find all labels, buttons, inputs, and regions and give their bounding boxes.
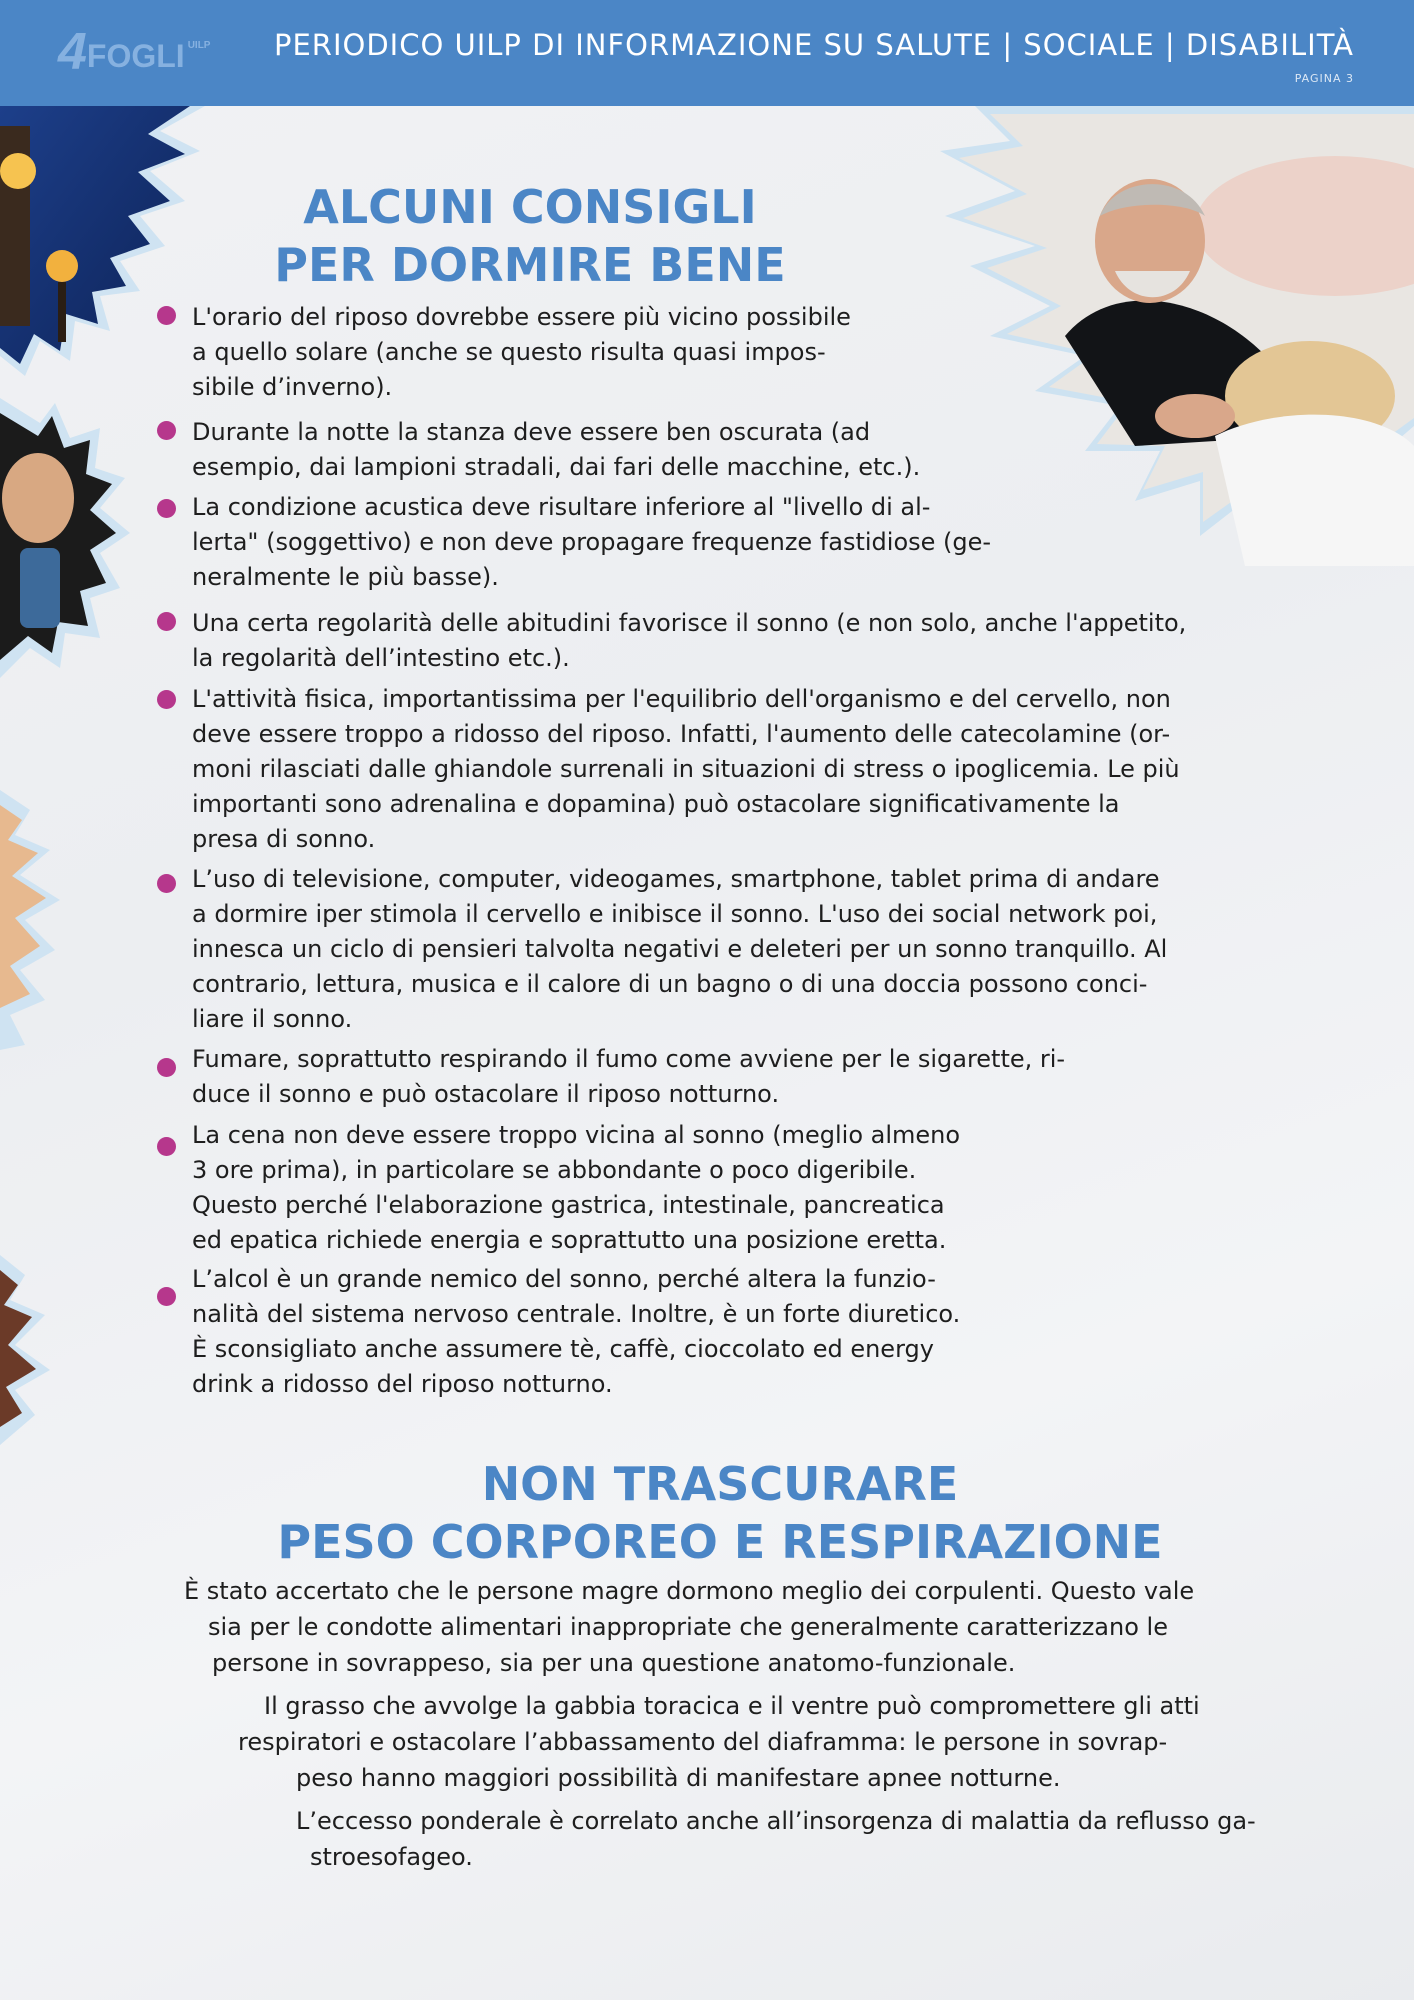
paragraph-line: sia per le condotte alimentari inappropriate che generalmente caratterizzano le — [208, 1613, 1168, 1641]
logo-tag: UILP — [187, 40, 211, 51]
paragraph-line: L’eccesso ponderale è correlato anche all’insorgenza di malattia da reflusso ga- — [296, 1807, 1256, 1835]
logo — [58, 23, 211, 81]
list-item — [192, 606, 1186, 676]
bullet-dot — [157, 1287, 176, 1306]
section-title-sleep — [250, 178, 810, 294]
list-item-line: innesca un ciclo di pensieri talvolta negativi e deleteri per un sonno tranquillo. Al — [192, 935, 1168, 963]
list-item — [192, 862, 1167, 1037]
header-bar — [0, 0, 1414, 106]
section-title-sleep-line2: PER DORMIRE BENE — [274, 238, 786, 292]
logo-number: 4 — [58, 23, 87, 81]
side-photo-fragment — [0, 790, 70, 1050]
list-item — [192, 682, 1180, 857]
bullet-dot — [157, 499, 176, 518]
bullet-dot — [157, 1058, 176, 1077]
section-title-weight-line1: NON TRASCURARE — [481, 1457, 959, 1511]
list-item-line: Durante la notte la stanza deve essere ben oscurata (ad — [192, 418, 871, 446]
list-item-line: esempio, dai lampioni stradali, dai fari delle macchine, etc.). — [192, 453, 921, 481]
list-item-line: Una certa regolarità delle abitudini favorisce il sonno (e non solo, anche l'appetito, — [192, 609, 1187, 637]
list-item — [192, 1262, 960, 1402]
publication-title: PERIODICO UILP DI INFORMAZIONE SU SALUTE | SOCIALE | DISABILITÀ — [273, 28, 1354, 62]
section-title-weight-line2: PESO CORPOREO E RESPIRAZIONE — [277, 1515, 1163, 1569]
list-item-line: La condizione acustica deve risultare inferiore al "livello di al- — [192, 493, 931, 521]
list-item — [192, 1042, 1065, 1112]
paragraph-line: Il grasso che avvolge la gabbia toracica e il ventre può compromettere gli atti — [264, 1692, 1200, 1720]
section-title-weight — [200, 1455, 1240, 1571]
list-item-line: 3 ore prima), in particolare se abbondante o poco digeribile. — [192, 1156, 917, 1184]
paragraph-line: È stato accertato che le persone magre dormono meglio dei corpulenti. Questo vale — [184, 1577, 1195, 1605]
list-item-line: L’uso di televisione, computer, videogames, smartphone, tablet prima di andare — [192, 865, 1160, 893]
list-item — [192, 300, 851, 405]
bullet-dot — [157, 874, 176, 893]
list-item — [192, 490, 991, 595]
list-item-line: lerta" (soggettivo) e non deve propagare frequenze fastidiose (ge- — [192, 528, 992, 556]
list-item-line: sibile d’inverno). — [192, 373, 393, 401]
bullet-dot — [157, 421, 176, 440]
list-item-line: La cena non deve essere troppo vicina al sonno (meglio almeno — [192, 1121, 961, 1149]
list-item-line: importanti sono adrenalina e dopamina) può ostacolare significativamente la — [192, 790, 1120, 818]
list-item-line: L'attività fisica, importantissima per l'equilibrio dell'organismo e del cervello, non — [192, 685, 1171, 713]
paragraph-line: stroesofageo. — [310, 1843, 473, 1871]
bullet-dot — [157, 1137, 176, 1156]
list-item — [192, 415, 920, 485]
list-item-line: duce il sonno e può ostacolare il riposo notturno. — [192, 1080, 780, 1108]
list-item-line: Questo perché l'elaborazione gastrica, intestinale, pancreatica — [192, 1191, 945, 1219]
bullet-dot — [157, 306, 176, 325]
list-item-line: L’alcol è un grande nemico del sonno, perché altera la funzio- — [192, 1265, 936, 1293]
paragraph-line: peso hanno maggiori possibilità di manifestare apnee notturne. — [296, 1764, 1061, 1792]
paragraph-line: persone in sovrappeso, sia per una questione anatomo-funzionale. — [212, 1649, 1016, 1677]
bullet-dot — [157, 690, 176, 709]
list-item-line: la regolarità dell’intestino etc.). — [192, 644, 570, 672]
sleeping-man-photo — [0, 398, 130, 678]
list-item-line: ed epatica richiede energia e soprattutto una posizione eretta. — [192, 1226, 947, 1254]
paragraph — [296, 1803, 1256, 1875]
side-photo-fragment-2 — [0, 1255, 60, 1445]
list-item-line: neralmente le più basse). — [192, 563, 499, 591]
paragraph-line: respiratori e ostacolare l’abbassamento del diaframma: le persone in sovrap- — [238, 1728, 1168, 1756]
logo-name: FOGLI — [86, 38, 185, 74]
list-item-line: nalità del sistema nervoso centrale. Inoltre, è un forte diuretico. — [192, 1300, 961, 1328]
list-item-line: drink a ridosso del riposo notturno. — [192, 1370, 613, 1398]
paragraph — [184, 1573, 1194, 1681]
bullet-dot — [157, 612, 176, 631]
list-item — [192, 1118, 960, 1258]
paragraph — [238, 1688, 1200, 1796]
list-item-line: a dormire iper stimola il cervello e inibisce il sonno. L'uso dei social network poi, — [192, 900, 1158, 928]
list-item-line: liare il sonno. — [192, 1005, 353, 1033]
list-item-line: moni rilasciati dalle ghiandole surrenali in situazioni di stress o ipoglicemia. Le più — [192, 755, 1180, 783]
list-item-line: deve essere troppo a ridosso del riposo. Infatti, l'aumento delle catecolamine (or- — [192, 720, 1171, 748]
page-number: PAGINA 3 — [1294, 72, 1354, 85]
list-item-line: Fumare, soprattutto respirando il fumo come avviene per le sigarette, ri- — [192, 1045, 1066, 1073]
list-item-line: contrario, lettura, musica e il calore di un bagno o di una doccia possono conci- — [192, 970, 1148, 998]
list-item-line: È sconsigliato anche assumere tè, caffè, cioccolato ed energy — [192, 1335, 934, 1363]
section-title-sleep-line1: ALCUNI CONSIGLI — [303, 180, 757, 234]
street-lamp-photo — [0, 106, 220, 376]
list-item-line: a quello solare (anche se questo risulta quasi impos- — [192, 338, 826, 366]
list-item-line: L'orario del riposo dovrebbe essere più vicino possibile — [192, 303, 851, 331]
list-item-line: presa di sonno. — [192, 825, 376, 853]
